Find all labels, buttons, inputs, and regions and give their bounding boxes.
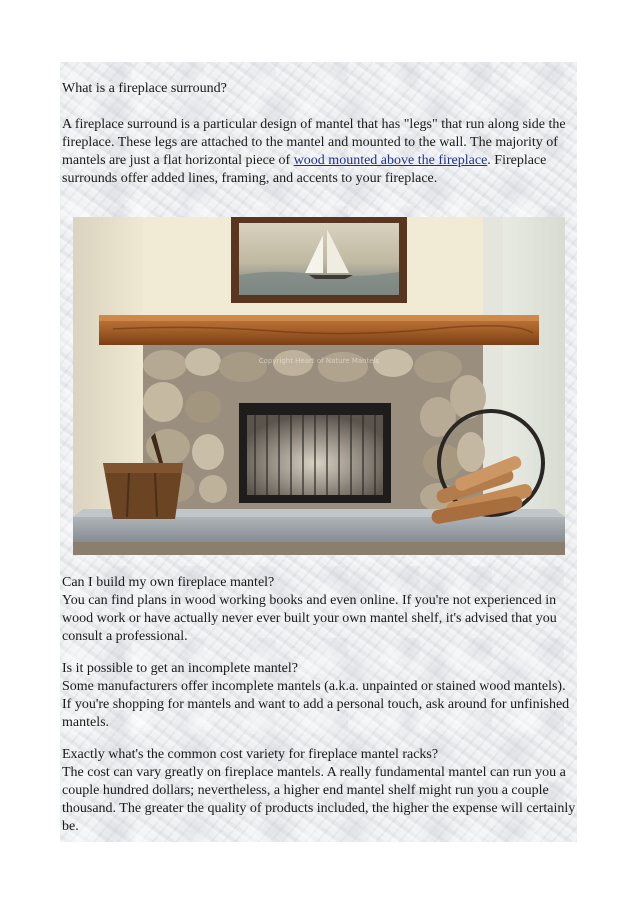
firebox xyxy=(239,403,391,503)
paragraph-cost-variety: The cost can vary greatly on fireplace mantels. A really fundamental mantel can run you a couple hundred dollars; nevertheless, a higher end mantel shelf might run you a couple thousand. The greater the quality of products included, the higher the expense will certainly be. xyxy=(62,765,576,834)
wooden-mantel-beam xyxy=(99,315,539,345)
section-incomplete-mantel xyxy=(62,660,578,732)
heading-build-mantel: Can I build my own fireplace mantel? xyxy=(62,575,275,590)
paragraph-text-after-link: . Fireplace surrounds offer added lines, framing, and accents to your fireplace. xyxy=(62,153,547,186)
heading-fireplace-surround: What is a fireplace surround? xyxy=(62,81,227,96)
stone-hearth xyxy=(73,517,565,542)
paragraph-build-mantel: You can find plans in wood working books and even online. If you're not experienced in wood work or have actually never ever built your own mantel shelf, it's advised that you consult a professional. xyxy=(62,593,557,644)
fireplace-photo xyxy=(73,217,565,555)
section-cost-variety xyxy=(62,746,578,836)
photo-watermark: Copyright Heart of Nature Mantels xyxy=(258,357,380,365)
wood-mantel-link[interactable]: wood mounted above the fireplace xyxy=(293,153,488,168)
sailboat-painting xyxy=(231,217,407,303)
paragraph-fireplace-surround xyxy=(62,116,578,188)
section-build-mantel xyxy=(62,574,578,646)
paragraph-incomplete-mantel: Some manufacturers offer incomplete mantels (a.k.a. unpainted or stained wood mantels). If you're shopping for mantels and want to add a personal touch, ask around for unfinished mantels. xyxy=(62,679,570,730)
heading-cost-variety: Exactly what's the common cost variety for fireplace mantel racks? xyxy=(62,747,439,762)
paragraph-text-before-link: A fireplace surround is a particular design of mantel that has "legs" that run along side the fireplace. These legs are attached to the mantel and mounted to the wall. The majority of mantels are just a flat horizontal piece of xyxy=(62,117,566,168)
heading-incomplete-mantel: Is it possible to get an incomplete mantel? xyxy=(62,661,298,676)
